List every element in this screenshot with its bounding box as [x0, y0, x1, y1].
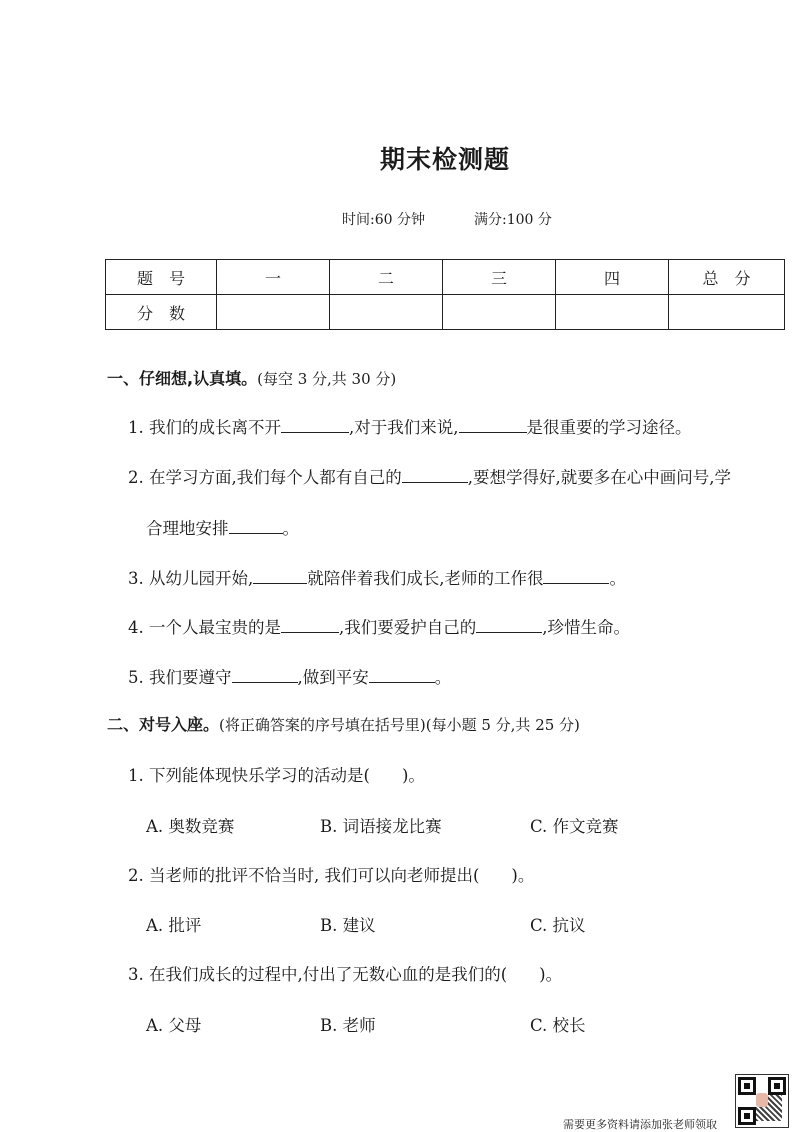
answer-blank[interactable]: [281, 618, 339, 633]
question-2-1: 1. 下列能体现快乐学习的活动是( )。: [128, 766, 425, 785]
option-a: A. 奥数竞赛: [146, 817, 235, 836]
question-1-4: 4. 一个人最宝贵的是 ,我们要爱护自己的 ,珍惜生命。: [128, 618, 630, 637]
option-c: C. 作文竞赛: [530, 817, 619, 836]
answer-blank[interactable]: [459, 418, 527, 433]
answer-blank[interactable]: [476, 618, 542, 633]
answer-blank[interactable]: [281, 418, 349, 433]
answer-blank[interactable]: [369, 668, 435, 683]
score-input-cell[interactable]: [217, 295, 330, 330]
question-1-2: 2. 在学习方面,我们每个人都有自己的 ,要想学得好,就要多在心中画问号,学: [128, 468, 731, 487]
full-score: 满分:100 分: [474, 212, 552, 228]
table-row: [106, 295, 785, 330]
table-cell: 总 分: [669, 260, 785, 295]
option-c: C. 抗议: [530, 916, 586, 935]
section-heading: 二、对号入座。(将正确答案的序号填在括号里)(每小题 5 分,共 25 分): [107, 715, 580, 734]
option-b: B. 建议: [320, 916, 376, 935]
question-1-5: 5. 我们要遵守 ,做到平安 。: [128, 668, 452, 687]
question-2-2: 2. 当老师的批评不恰当时, 我们可以向老师提出( )。: [128, 866, 535, 885]
answer-blank[interactable]: [232, 668, 298, 683]
table-cell: 一: [217, 260, 330, 295]
section-heading: 一、仔细想,认真填。(每空 3 分,共 30 分): [107, 369, 397, 388]
footer-note: 需要更多资料请添加张老师领取: [563, 1118, 717, 1131]
option-b: B. 老师: [320, 1016, 376, 1035]
option-c: C. 校长: [530, 1016, 586, 1035]
qr-code-icon: [735, 1074, 789, 1128]
answer-blank[interactable]: [402, 468, 468, 483]
table-cell: 四: [556, 260, 669, 295]
score-input-cell[interactable]: [556, 295, 669, 330]
option-b: B. 词语接龙比赛: [320, 817, 442, 836]
option-a: A. 父母: [146, 1016, 202, 1035]
score-input-cell[interactable]: [443, 295, 556, 330]
score-input-cell[interactable]: [330, 295, 443, 330]
table-cell: 二: [330, 260, 443, 295]
question-1-1: 1. 我们的成长离不开 ,对于我们来说, 是很重要的学习途径。: [128, 418, 692, 437]
question-1-3: 3. 从幼儿园开始, 就陪伴着我们成长,老师的工作很 。: [128, 569, 626, 588]
table-row: [106, 260, 785, 295]
answer-blank[interactable]: [253, 569, 307, 584]
score-table: [105, 259, 785, 330]
table-cell: 分 数: [106, 295, 217, 330]
table-cell: 题 号: [106, 260, 217, 295]
answer-blank[interactable]: [543, 569, 609, 584]
exam-time: 时间:60 分钟: [342, 212, 425, 228]
page-title: 期末检测题: [379, 145, 510, 174]
question-1-2-cont: 合理地安排 。: [146, 519, 299, 538]
question-2-3: 3. 在我们成长的过程中,付出了无数心血的是我们的( )。: [128, 965, 563, 984]
score-input-cell[interactable]: [669, 295, 785, 330]
table-cell: 三: [443, 260, 556, 295]
option-a: A. 批评: [146, 916, 202, 935]
answer-blank[interactable]: [229, 519, 283, 534]
